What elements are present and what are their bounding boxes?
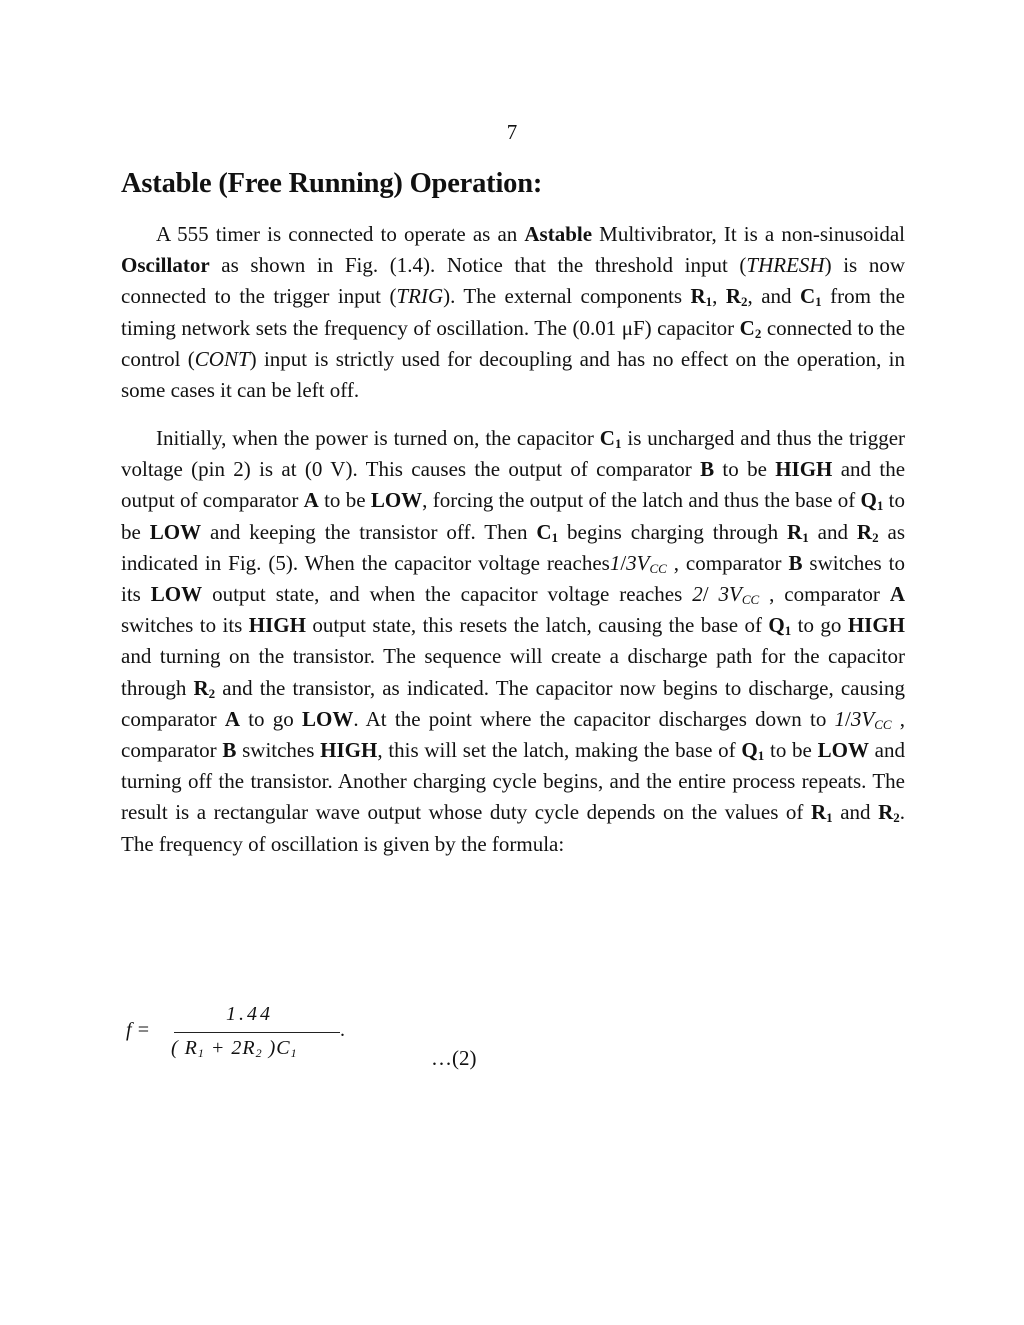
fraction-bar <box>174 1032 340 1033</box>
equation-number: …(2) <box>431 1046 477 1070</box>
paragraph-1: A 555 timer is connected to operate as an Astable Multivibrator, It is a non-sinusoidal Oscillator as shown in Fig. (1.4). Notice that the threshold input (THRESH) is now connected to the trigger input (TRIG). The external components $R_1$, $R_2$, and $C_1$ from the timing network sets the frequency of oscillation. The (0.01 μF) capacitor $C_2$ connected to the control (CONT) input is strictly used for decoupling and has no effect on the operation, in some cases it can be left off. <box>121 222 906 403</box>
fraction-one-third-vcc-2: $1/3V_{CC}$ <box>834 706 892 732</box>
formula-numerator: 1.44 <box>226 1003 273 1025</box>
formula-denominator: ( $R_1 + 2R_2$ )$C_1$ <box>171 1037 298 1060</box>
formula-period: . <box>340 1019 345 1041</box>
page-number: 7 <box>506 120 518 144</box>
fraction-two-thirds-vcc: 2/ $3V_{CC}$ <box>692 582 760 608</box>
formula-lhs: f = <box>126 1019 151 1041</box>
fraction-one-third-vcc: $1/3V_{CC}$ <box>609 550 667 576</box>
paragraph-2: Initially, when the power is turned on, the capacitor $C_1$ is uncharged and thus the trigger voltage (pin 2) is at (0 V). This causes the output of comparator B to be HIGH and the output of comparator A to be LOW, forcing the output of the latch and thus the base of $Q_1$ to be LOW and keeping the transistor off. Then $C_1$ begins charging through $R_1$ and $R_2$ as indicated in Fig. (5). When the capacitor voltage $reaches1/3V_{CC}$ , comparator B switches to its LOW output state, and when the capacitor voltage reaches 2/ $3V_{CC}$ , comparator A switches to its HIGH output state, this resets the latch, causing the base of $Q_1$ to go HIGH and turning on the transistor. The sequence will create a discharge path for the capacitor through $R_2$ and the transistor, as indicated. The capacitor now begins to discharge, causing comparator A to go LOW. At the point where the capacitor discharges down to $1/3V_{CC}$ , comparator B switches HIGH, this will set the latch, making the base of $Q_1$ to be LOW and turning off the transistor. Another charging cycle begins, and the entire process repeats. The result is a rectangular wave output whose duty cycle depends on the values of $R_1$ and $R_2$. The frequency of oscillation is given by the formula: <box>121 426 906 856</box>
section-heading: Astable (Free Running) Operation: <box>121 168 543 199</box>
